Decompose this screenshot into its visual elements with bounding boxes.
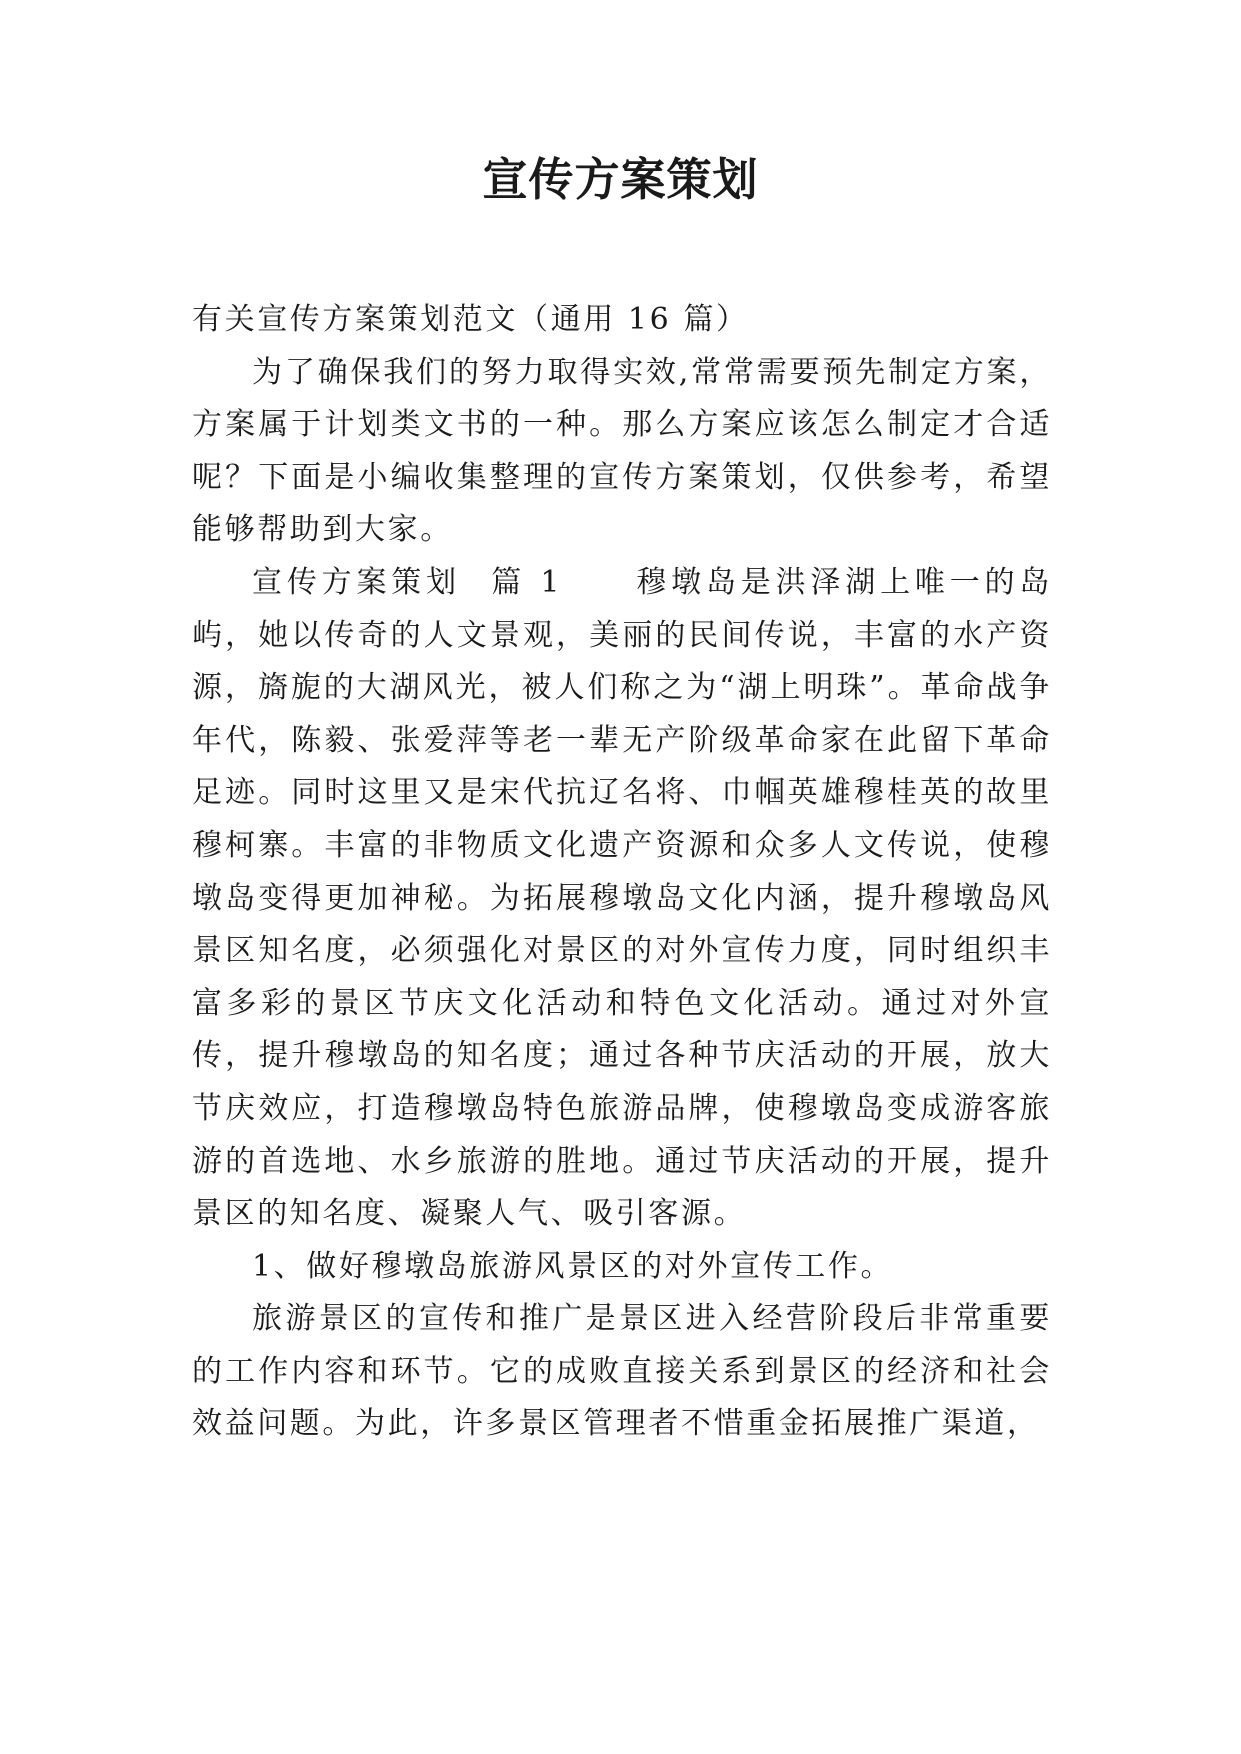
intro-paragraph: 为了确保我们的努力取得实效,常常需要预先制定方案，方案属于计划类文书的一种。那么方案应该怎么制定才合适呢？下面是小编收集整理的宣传方案策划，仅供参考，希望能够帮助到大家。 xyxy=(192,354,1052,548)
section-1-paragraph xyxy=(192,557,1052,1241)
item-1-heading: 1、做好穆墩岛旅游风景区的对外宣传工作。 xyxy=(252,1248,894,1284)
document-title: 宣传方案策划 xyxy=(482,153,759,206)
section-1-heading: 宣传方案策划 xyxy=(252,564,461,600)
document-body xyxy=(192,294,1052,1451)
document-subtitle: 有关宣传方案策划范文（通用 16 篇） xyxy=(192,302,749,337)
paragraph-2: 旅游景区的宣传和推广是景区进入经营阶段后非常重要的工作内容和环节。它的成败直接关系到景区的经济和社会效益问题。为此，许多景区管理者不惜重金拓展推广渠道， xyxy=(192,1301,1052,1442)
section-1-label: 篇 1 xyxy=(488,564,563,600)
section-1-text: 穆墩岛是洪泽湖上唯一的岛屿，她以传奇的人文景观，美丽的民间传说，丰富的水产资源，旖旎的大湖风光，被人们称之为“湖上明珠”。革命战争年代，陈毅、张爱萍等老一辈无产阶级革命家在此留下革命足迹。同时这里又是宋代抗辽名将、巾帼英雄穆桂英的故里穆柯寨。丰富的非物质文化遗产资源和众多人文传说，使穆墩岛变得更加神秘。为拓展穆墩岛文化内涵，提升穆墩岛风景区知名度，必须强化对景区的对外宣传力度，同时组织丰富多彩的景区节庆文化活动和特色文化活动。通过对外宣传，提升穆墩岛的知名度；通过各种节庆活动的开展，放大节庆效应，打造穆墩岛特色旅游品牌，使穆墩岛变成游客旅游的首选地、水乡旅游的胜地。通过节庆活动的开展，提升景区的知名度、凝聚人气、吸引客源。 xyxy=(192,564,1052,1232)
